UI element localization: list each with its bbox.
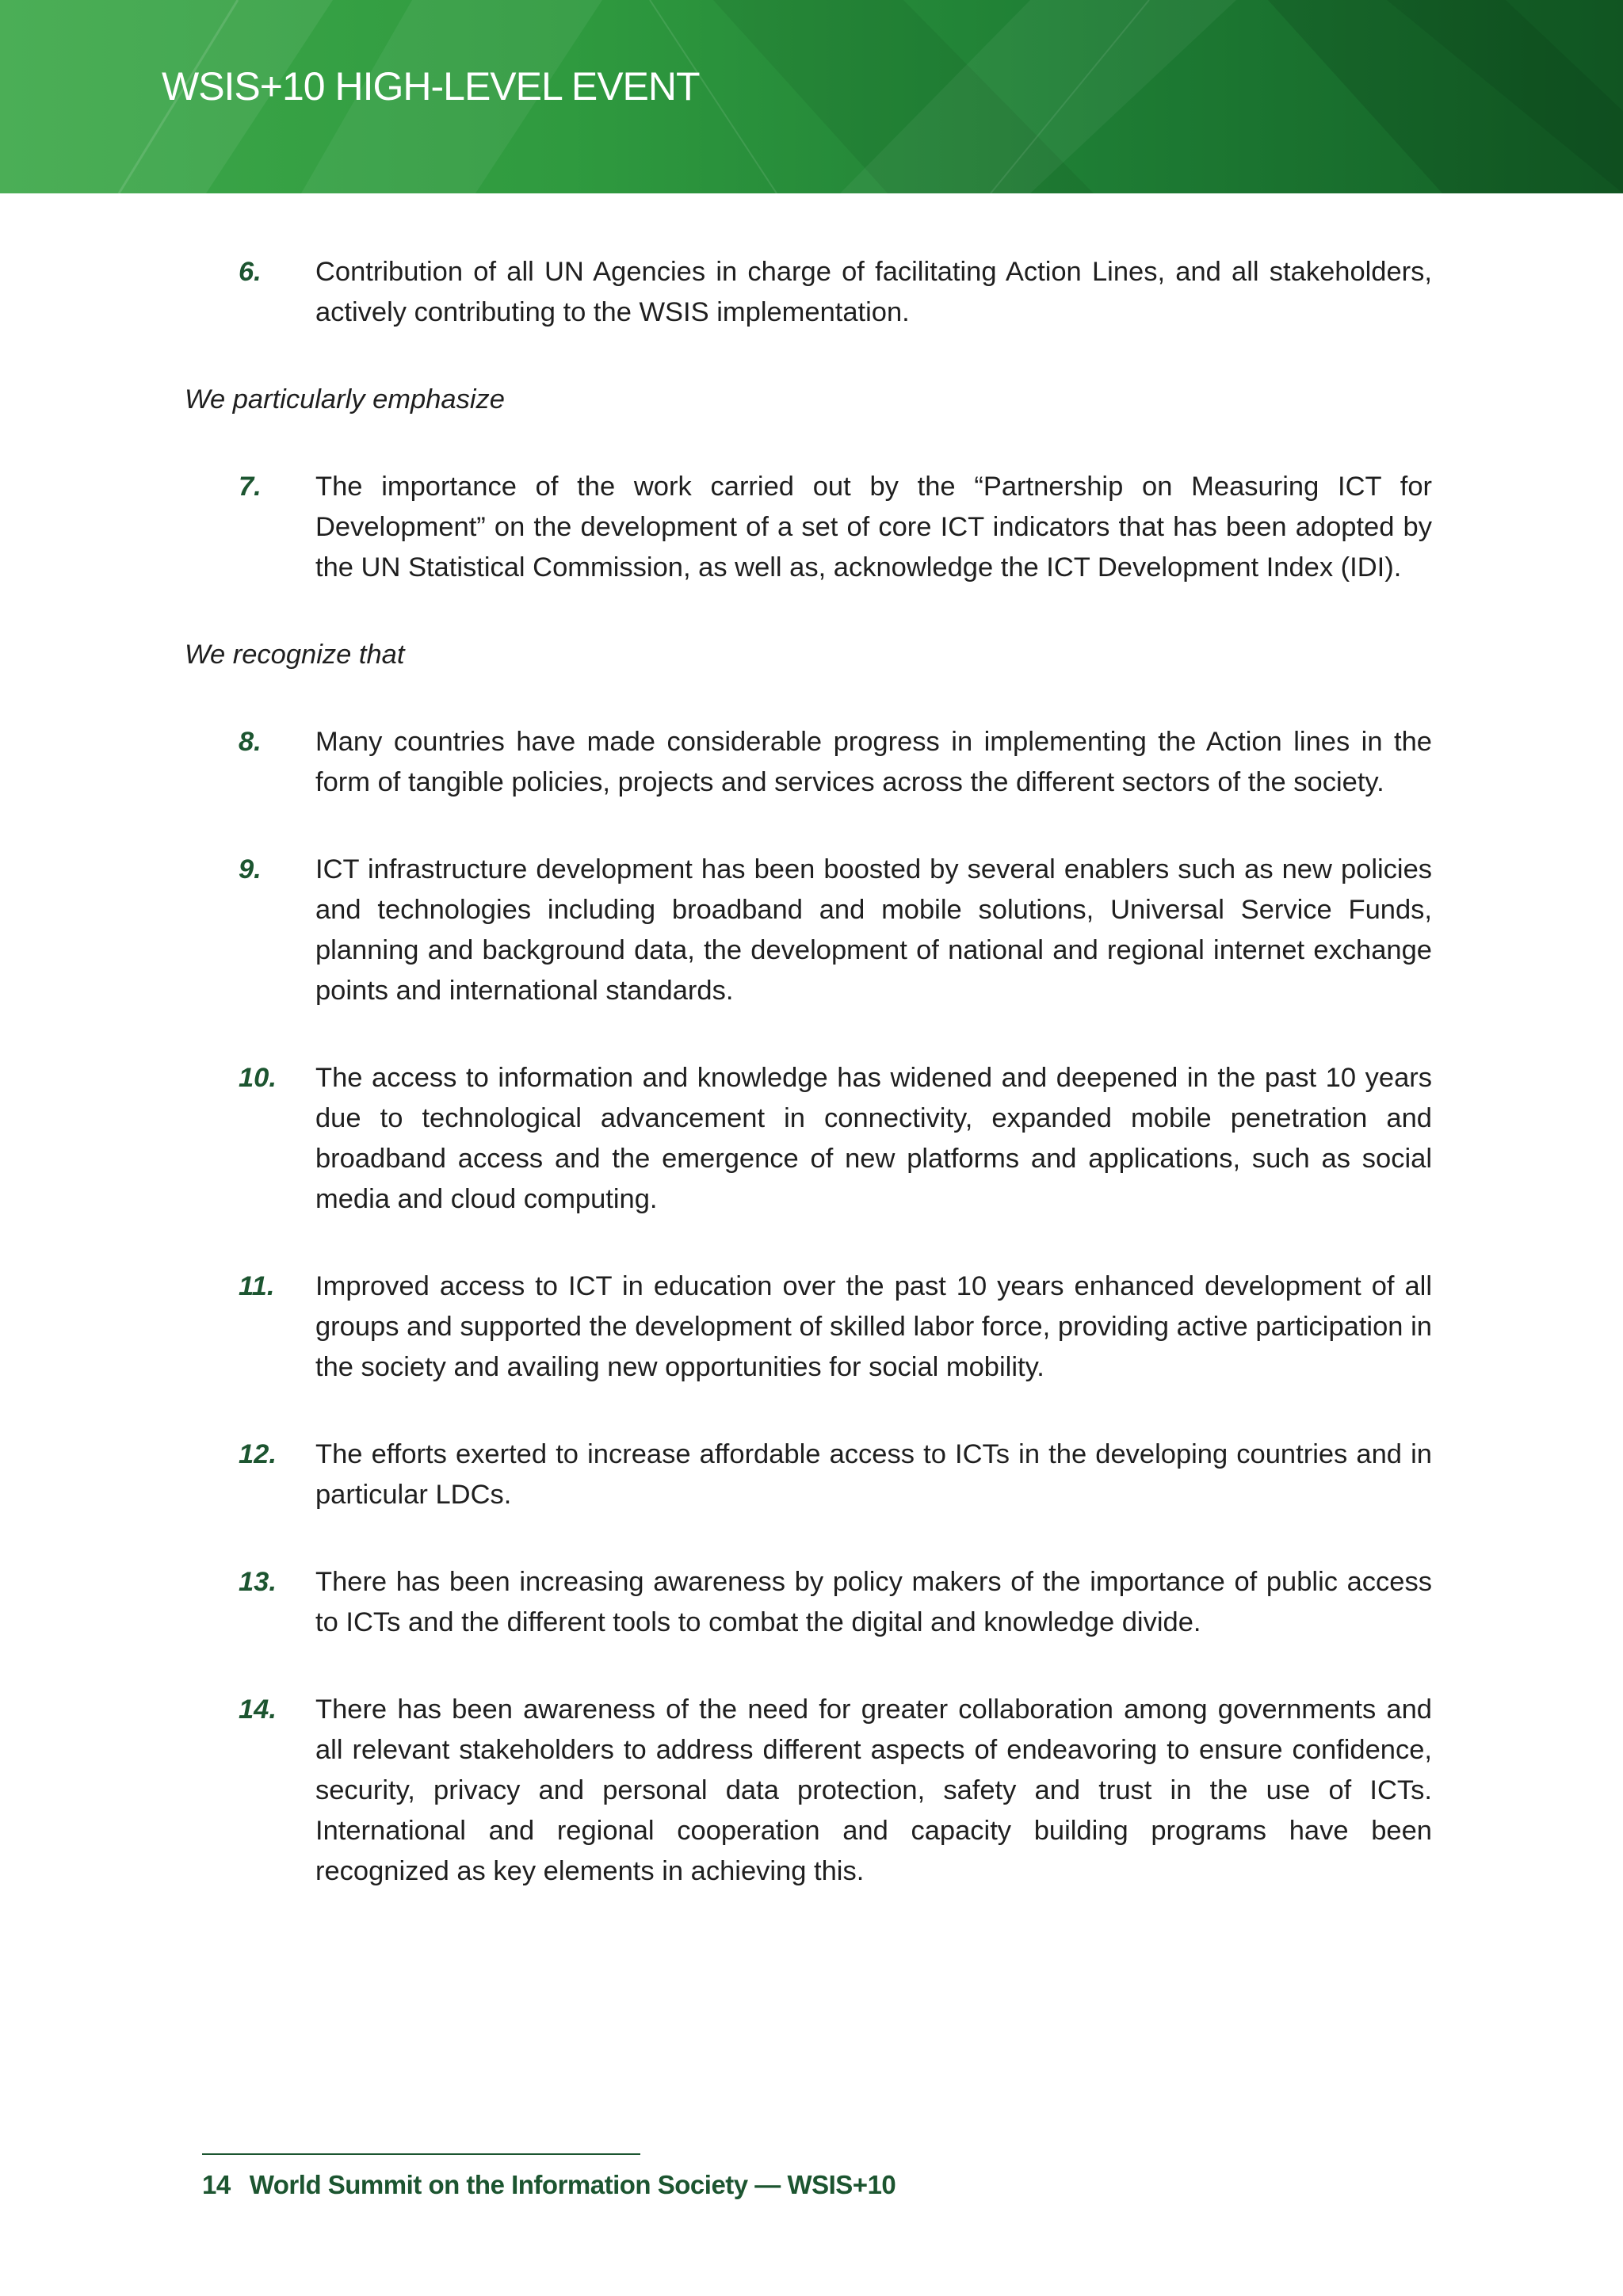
list-item (185, 467, 1432, 588)
list-item (185, 252, 1432, 333)
list-item (185, 1435, 1432, 1515)
item-number: 7. (239, 472, 262, 502)
list-item (185, 1690, 1432, 1892)
item-text: The importance of the work carried out by the “Partnership on Measuring ICT for Development” on the development of a set of core ICT indicators that has been adopted by the UN Statistical Commission, as well as, acknowledge the ICT Development Index (IDI). (315, 472, 1432, 583)
item-text: There has been increasing awareness by policy makers of the importance of public access to ICTs and the different tools to combat the digital and knowledge divide. (315, 1567, 1432, 1637)
list-item (185, 1562, 1432, 1643)
item-number: 8. (239, 727, 262, 757)
item-text: The access to information and knowledge has widened and deepened in the past 10 years due to technological advancement in connectivity, expanded mobile penetration and broadband access and the emergence of new platforms and applications, such as social media and cloud computing. (315, 1063, 1432, 1214)
item-text: ICT infrastructure development has been boosted by several enablers such as new policies and technologies including broadband and mobile solutions, Universal Service Funds, planning and background data, the development of national and regional internet exchange points and international standards. (315, 854, 1432, 1006)
item-text: There has been awareness of the need for greater collaboration among governments and all relevant stakeholders to address different aspects of endeavoring to ensure confidence, security, privacy and personal data protection, safety and trust in the use of ICTs. International and regional cooperation and capacity building programs have been recognized as key elements in achieving this. (315, 1694, 1432, 1886)
list-item (185, 850, 1432, 1011)
item-number: 10. (239, 1063, 277, 1093)
item-number: 12. (239, 1439, 277, 1469)
section-intro: We recognize that (185, 640, 405, 670)
banner-title: WSIS+10 HIGH-LEVEL EVENT (162, 64, 700, 109)
page-footer (202, 2170, 896, 2200)
list-item (185, 1266, 1432, 1388)
list-item (185, 1058, 1432, 1220)
item-text: The efforts exerted to increase affordable access to ICTs in the developing countries and in particular LDCs. (315, 1439, 1432, 1510)
footer-title: World Summit on the Information Society — WSIS+10 (249, 2170, 896, 2199)
header-banner (0, 0, 1623, 193)
page-number: 14 (202, 2170, 231, 2199)
item-text: Contribution of all UN Agencies in charge of facilitating Action Lines, and all stakeholders, actively contributing to the WSIS implementation. (315, 257, 1432, 327)
item-number: 11. (239, 1271, 275, 1301)
item-number: 13. (239, 1567, 277, 1597)
list-item (185, 722, 1432, 803)
section-intro: We particularly emphasize (185, 384, 505, 415)
item-number: 14. (239, 1694, 277, 1725)
footer-divider (202, 2153, 640, 2155)
item-number: 6. (239, 257, 262, 287)
item-text: Improved access to ICT in education over the past 10 years enhanced development of all groups and supported the development of skilled labor force, providing active participation in the society and availing new opportunities for social mobility. (315, 1271, 1432, 1382)
item-number: 9. (239, 854, 262, 884)
item-text: Many countries have made considerable progress in implementing the Action lines in the form of tangible policies, projects and services across the different sectors of the society. (315, 727, 1432, 797)
document-body (185, 252, 1432, 1939)
